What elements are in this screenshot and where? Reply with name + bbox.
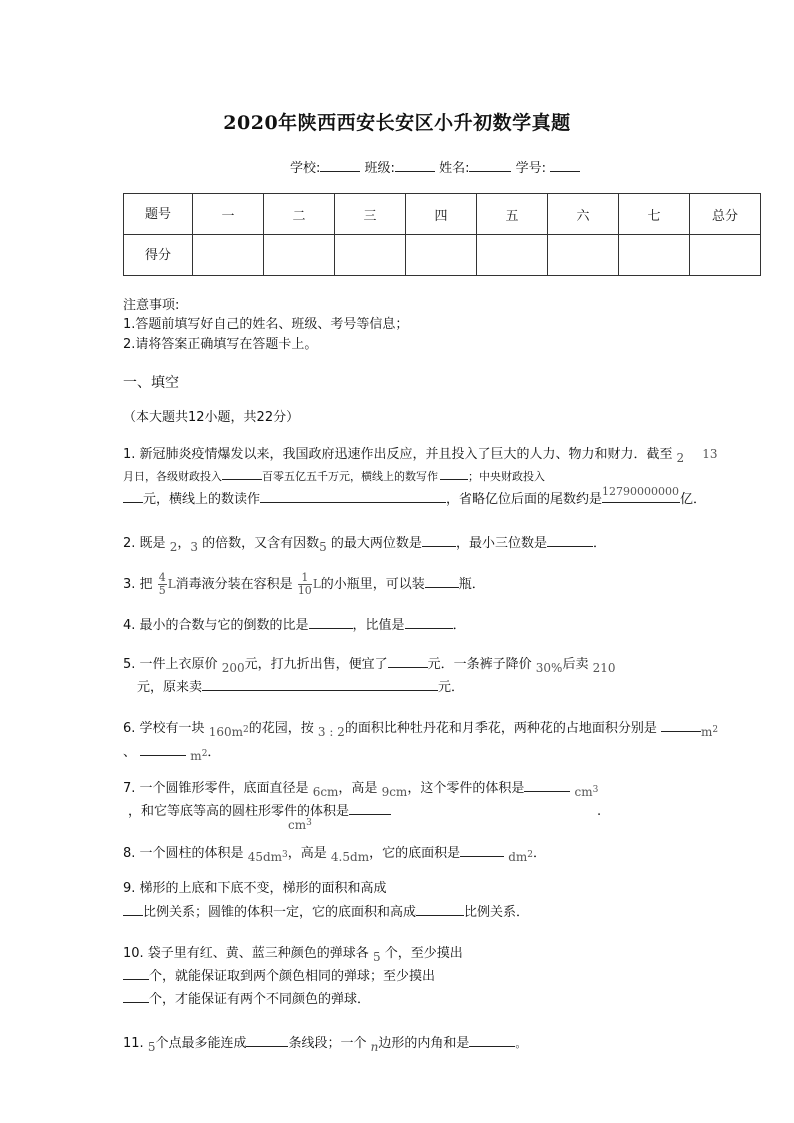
superscript: 3	[282, 850, 288, 860]
question-text: 条线段；一个	[288, 1036, 367, 1051]
answer-blank[interactable]	[388, 655, 428, 668]
question-text: ，它的底面积是	[369, 846, 461, 861]
question-text: 比例关系；圆锥的体积一定，它的底面积和高成	[143, 905, 417, 920]
math-value: 5	[147, 1040, 156, 1054]
superscript: 3	[592, 785, 599, 795]
math-value: 210	[592, 661, 616, 675]
unit-text: m	[190, 749, 202, 763]
question-text: ，和它等底等高的圆柱形零件的体积是	[128, 804, 350, 819]
question-text: 的最大两位数是	[330, 536, 422, 551]
header-label-cell: 题号	[124, 194, 193, 235]
question-text: 1. 新冠肺炎疫情爆发以来，我国政府迅速作出反应，并且投入了巨大的人力、物力和财力．截至	[123, 447, 673, 462]
question-text: ，	[177, 536, 191, 551]
question-text: 7. 一个圆锥形零件，底面直径是	[123, 781, 309, 796]
class-label: 班级:	[364, 161, 395, 176]
column-header: 四	[406, 194, 477, 235]
math-value: n	[370, 1040, 379, 1054]
score-cell[interactable]	[335, 235, 406, 276]
unit-text: dm	[508, 850, 528, 864]
question-3	[123, 572, 485, 597]
school-blank[interactable]	[320, 159, 360, 172]
column-header: 三	[335, 194, 406, 235]
math-unit	[701, 725, 718, 739]
question-text: 个，就能保证取到两个颜色相同的弹球；至少摸出	[149, 969, 436, 984]
question-1-line-2	[123, 467, 545, 487]
math-value: 9cm	[381, 785, 408, 799]
math-value: 200	[221, 661, 245, 675]
fraction-numerator: 4	[158, 571, 166, 584]
answer-blank[interactable]	[202, 678, 438, 691]
question-text: 的小瓶里，可以装	[320, 577, 425, 592]
question-10-line-3	[123, 990, 370, 1010]
question-2	[123, 533, 606, 554]
math-unit: L	[312, 577, 321, 591]
math-unit: L	[167, 577, 176, 591]
superscript: 2	[712, 725, 719, 735]
score-cell[interactable]	[406, 235, 477, 276]
question-text: 瓶．	[458, 577, 485, 592]
question-text: 亿．	[680, 492, 707, 507]
question-8	[123, 843, 546, 865]
fraction-denominator: 5	[158, 584, 166, 597]
number-blank[interactable]	[550, 159, 580, 172]
question-text: 消毒液分装在容积是	[175, 577, 293, 592]
score-cell[interactable]	[193, 235, 264, 276]
math-value: 4.5dm	[330, 850, 370, 864]
answer-blank[interactable]	[309, 616, 353, 629]
answer-blank[interactable]	[469, 1034, 515, 1047]
question-6-line-1	[123, 718, 718, 740]
superscript: 3	[306, 818, 312, 828]
math-unit	[574, 785, 598, 799]
answer-blank[interactable]	[602, 485, 680, 503]
question-text: 。	[515, 1037, 527, 1050]
math-unit	[508, 850, 533, 864]
math-value: 12790000000	[602, 485, 680, 498]
question-text: ，比值是	[352, 618, 405, 633]
question-text: ．	[533, 846, 547, 861]
question-text: 4. 最小的合数与它的倒数的比是	[123, 618, 309, 633]
answer-blank[interactable]	[661, 719, 701, 732]
answer-blank[interactable]	[222, 467, 262, 480]
answer-blank[interactable]	[405, 616, 453, 629]
unit-text: cm	[288, 818, 307, 832]
question-text: 3. 把	[123, 577, 153, 592]
question-text: ，高是	[287, 846, 327, 861]
question-9-line-1: 9. 梯形的上底和下底不变，梯形的面积和高成	[123, 881, 387, 896]
math-value: 6cm	[312, 785, 339, 799]
math-value: 5	[372, 950, 381, 964]
question-text: 11.	[123, 1036, 144, 1051]
fraction-numerator: 1	[298, 572, 312, 585]
unit-text: cm	[574, 785, 593, 799]
question-text: ．	[452, 618, 466, 633]
math-value: 3 : 2	[317, 725, 345, 739]
question-text: ，这个零件的体积是	[407, 781, 525, 796]
column-header: 五	[477, 194, 548, 235]
answer-blank[interactable]	[460, 844, 504, 857]
number-label: 学号:	[515, 161, 546, 176]
score-table	[123, 193, 761, 276]
question-text: 边形的内角和是	[378, 1036, 470, 1051]
question-7-line-1	[123, 778, 598, 800]
section-description: （本大题共12小题，共22分）	[123, 410, 300, 425]
math-value: 5	[319, 540, 327, 554]
question-text: 元．一条裤子降价	[427, 657, 532, 672]
question-5-line-2	[137, 678, 464, 698]
question-text: 个，才能保证有两个不同颜色的弹球．	[149, 992, 371, 1007]
fraction	[158, 572, 167, 597]
question-text: 比例关系．	[464, 905, 530, 920]
name-label: 姓名:	[439, 161, 470, 176]
question-text: .	[597, 804, 602, 819]
math-unit	[190, 749, 207, 763]
score-cell[interactable]	[548, 235, 619, 276]
score-cell[interactable]	[264, 235, 335, 276]
question-text: 10. 袋子里有红、黄、蓝三种颜色的弹球各	[123, 946, 369, 961]
question-7-line-2	[128, 802, 391, 822]
answer-blank[interactable]	[440, 467, 468, 480]
question-6-line-2	[123, 742, 220, 764]
question-10-line-2	[123, 967, 435, 987]
answer-blank[interactable]	[123, 967, 149, 980]
answer-blank[interactable]	[524, 779, 570, 792]
question-text: 元，原来卖	[137, 680, 203, 695]
superscript: 2	[242, 725, 249, 735]
answer-blank[interactable]	[123, 990, 149, 1003]
question-text: ，高是	[338, 781, 378, 796]
fraction-denominator: 10	[297, 584, 312, 597]
question-text: 月日，各级财政投入	[123, 470, 222, 483]
school-label: 学校:	[290, 161, 321, 176]
note-item: 1.答题前填写好自己的姓名、班级、考号等信息；	[123, 317, 409, 332]
math-unit	[288, 815, 312, 837]
question-text: 个点最多能连成	[155, 1036, 247, 1051]
math-number: 45dm	[247, 850, 283, 864]
note-item: 2.请将答案正确填写在答题卡上。	[123, 337, 318, 352]
question-text: ．	[592, 536, 606, 551]
question-text: 6. 学校有一块	[123, 721, 205, 736]
answer-blank[interactable]	[416, 903, 464, 916]
column-header: 总分	[690, 194, 761, 235]
notes-title: 注意事项:	[123, 298, 180, 313]
name-blank[interactable]	[469, 159, 511, 172]
question-text: 的倍数，又含有因数	[202, 536, 320, 551]
question-text: 元，打九折出售，便宜了	[244, 657, 388, 672]
score-cell[interactable]	[619, 235, 690, 276]
question-1-line-3	[123, 485, 707, 510]
question-text: 8. 一个圆柱的体积是	[123, 846, 244, 861]
question-text: ．	[207, 745, 221, 760]
math-value: 30%	[535, 661, 563, 675]
section-title: 一、填空	[123, 375, 179, 391]
score-table-header-row	[124, 194, 761, 235]
question-text: 的面积比种牡丹花和月季花，两种花的占地面积分别是	[344, 721, 657, 736]
question-text: 后卖	[562, 657, 589, 672]
column-header: 六	[548, 194, 619, 235]
answer-blank[interactable]	[123, 903, 143, 916]
question-text: 的花园，按	[248, 721, 314, 736]
answer-blank[interactable]	[422, 534, 456, 547]
student-info	[290, 157, 580, 176]
question-text: ，最小三位数是	[455, 536, 547, 551]
fraction	[298, 572, 312, 597]
question-10-line-1	[123, 943, 463, 964]
column-header: 七	[619, 194, 690, 235]
page-title: 2020年陕西西安长安区小升初数学真题	[223, 112, 571, 134]
superscript: 2	[201, 749, 208, 759]
question-text: 个，至少摸出	[384, 946, 463, 961]
question-text: 2. 既是	[123, 536, 166, 551]
question-4	[123, 616, 466, 636]
math-value: 13	[702, 447, 718, 461]
question-5-line-1	[123, 654, 616, 675]
math-value: 2	[169, 540, 178, 554]
question-1-line-1	[123, 444, 717, 465]
question-11	[123, 1033, 526, 1054]
question-text: ，省略亿位后面的尾数约是	[446, 492, 603, 507]
score-label-cell: 得分	[124, 235, 193, 276]
superscript: 2	[527, 850, 534, 860]
score-cell[interactable]	[477, 235, 548, 276]
answer-blank[interactable]	[123, 490, 143, 503]
score-table-score-row	[124, 235, 761, 276]
question-text: 百零五亿五千万元，横线上的数写作	[262, 470, 438, 483]
math-value: 2	[676, 451, 685, 465]
answer-blank[interactable]	[140, 743, 186, 756]
answer-blank[interactable]	[547, 534, 593, 547]
unit-text: m	[700, 725, 713, 739]
answer-blank[interactable]	[349, 802, 391, 815]
question-text: 元．	[438, 680, 465, 695]
question-text: 元，横线上的数读作	[143, 492, 261, 507]
math-value	[248, 850, 288, 864]
class-blank[interactable]	[395, 159, 435, 172]
question-text: 、	[123, 745, 137, 760]
math-value: 3	[190, 540, 198, 554]
score-cell[interactable]	[690, 235, 761, 276]
question-text: ；中央财政投入	[468, 470, 545, 483]
answer-blank[interactable]	[425, 575, 459, 588]
math-number: 160m	[208, 725, 243, 739]
question-text: 5. 一件上衣原价	[123, 657, 218, 672]
column-header: 一	[193, 194, 264, 235]
math-value	[209, 725, 249, 739]
question-9-line-2	[123, 903, 529, 923]
answer-blank[interactable]	[246, 1034, 288, 1047]
column-header: 二	[264, 194, 335, 235]
answer-blank[interactable]	[260, 490, 446, 503]
